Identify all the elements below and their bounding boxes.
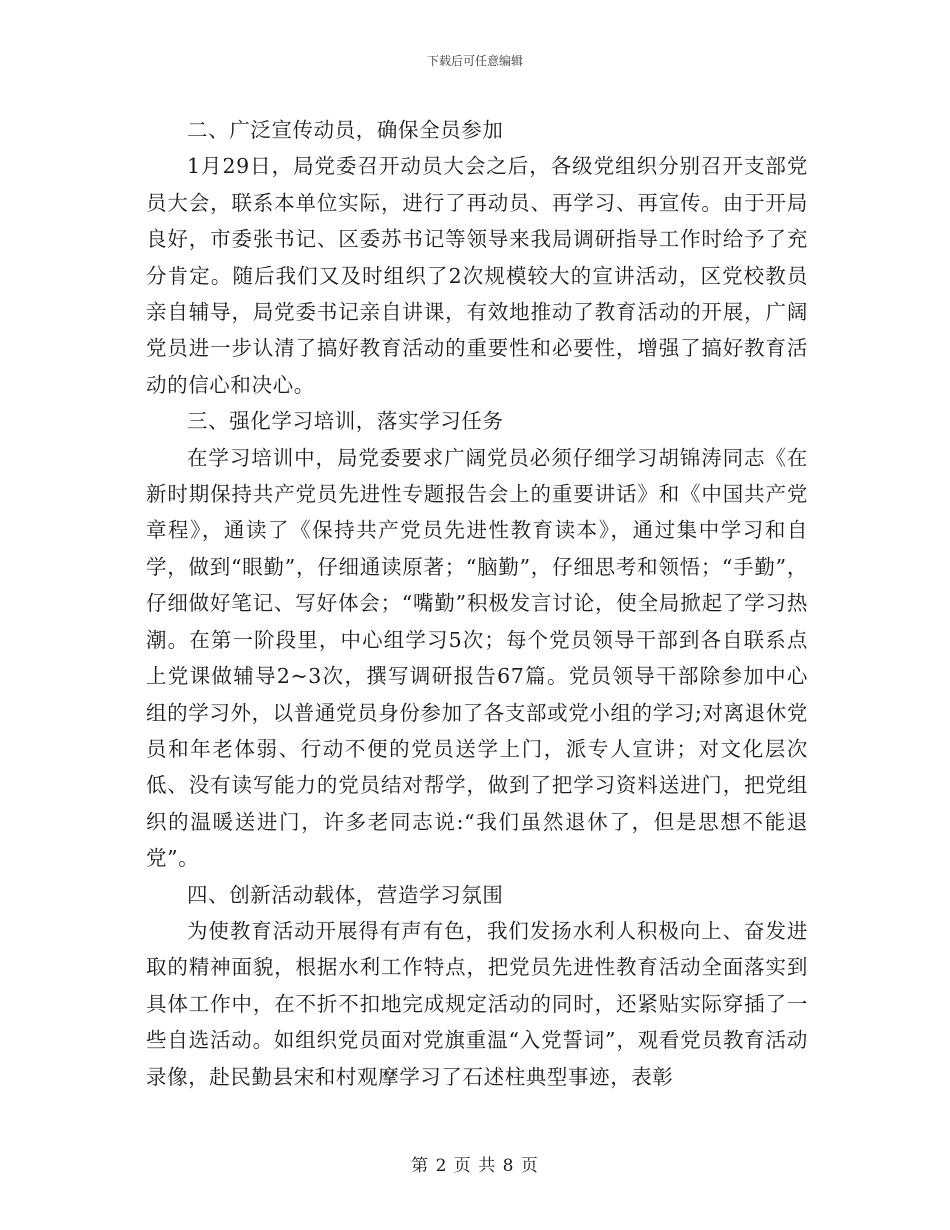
document-body [146,112,808,1095]
section-paragraph-3: 在学习培训中，局党委要求广阔党员必须仔细学习胡锦涛同志《在新时期保持共产党员先进性专题报告会上的重要讲话》和《中国共产党章程》，通读了《保持共产党员先进性教育读本》，通过集中学习和自学，做到“眼勤”，仔细通读原著；“脑勤”，仔细思考和领悟；“手勤”，仔细做好笔记、写好体会；“嘴勤”积极发言讨论，使全局掀起了学习热潮。在第一阶段里，中心组学习5次；每个党员领导干部到各自联系点上党课做辅导2~3次，撰写调研报告67篇。党员领导干部除参加中心组的学习外，以普通党员身份参加了各支部或党小组的学习;对离退休党员和年老体弱、行动不便的党员送学上门，派专人宣讲；对文化层次低、没有读写能力的党员结对帮学，做到了把学习资料送进门，把党组织的温暖送进门，许多老同志说:“我们虽然退休了，但是思想不能退党”。 [146,445,808,871]
section-paragraph-4: 为使教育活动开展得有声有色，我们发扬水利人积极向上、奋发进取的精神面貌，根据水利工作特点，把党员先进性教育活动全面落实到具体工作中，在不折不扣地完成规定活动的同时，还紧贴实际穿插了一些自选活动。如组织党员面对党旗重温“入党誓词”，观看党员教育活动录像，赴民勤县宋和村观摩学习了石述柱典型事迹，表彰 [146,918,808,1089]
section-heading-3: 三、强化学习培训，落实学习任务 [187,409,504,434]
section-heading-4: 四、创新活动载体，营造学习氛围 [187,882,504,907]
page-header: 下载后可任意编辑 [426,54,523,68]
section-paragraph-2: 1月29日，局党委召开动员大会之后，各级党组织分别召开支部党员大会，联系本单位实际，进行了再动员、再学习、再宣传。由于开局良好，市委张书记、区委苏书记等领导来我局调研指导工作时给予了充分肯定。随后我们又及时组织了2次规模较大的宣讲活动，区党校教员亲自辅导，局党委书记亲自讲课，有效地推动了教育活动的开展，广阔党员进一步认清了搞好教育活动的重要性和必要性，增强了搞好教育活动的信心和决心。 [146,154,808,397]
section-heading-2: 二、广泛宣传动员，确保全员参加 [187,118,504,142]
page-number: 第 2 页 共 8 页 [411,1156,539,1176]
